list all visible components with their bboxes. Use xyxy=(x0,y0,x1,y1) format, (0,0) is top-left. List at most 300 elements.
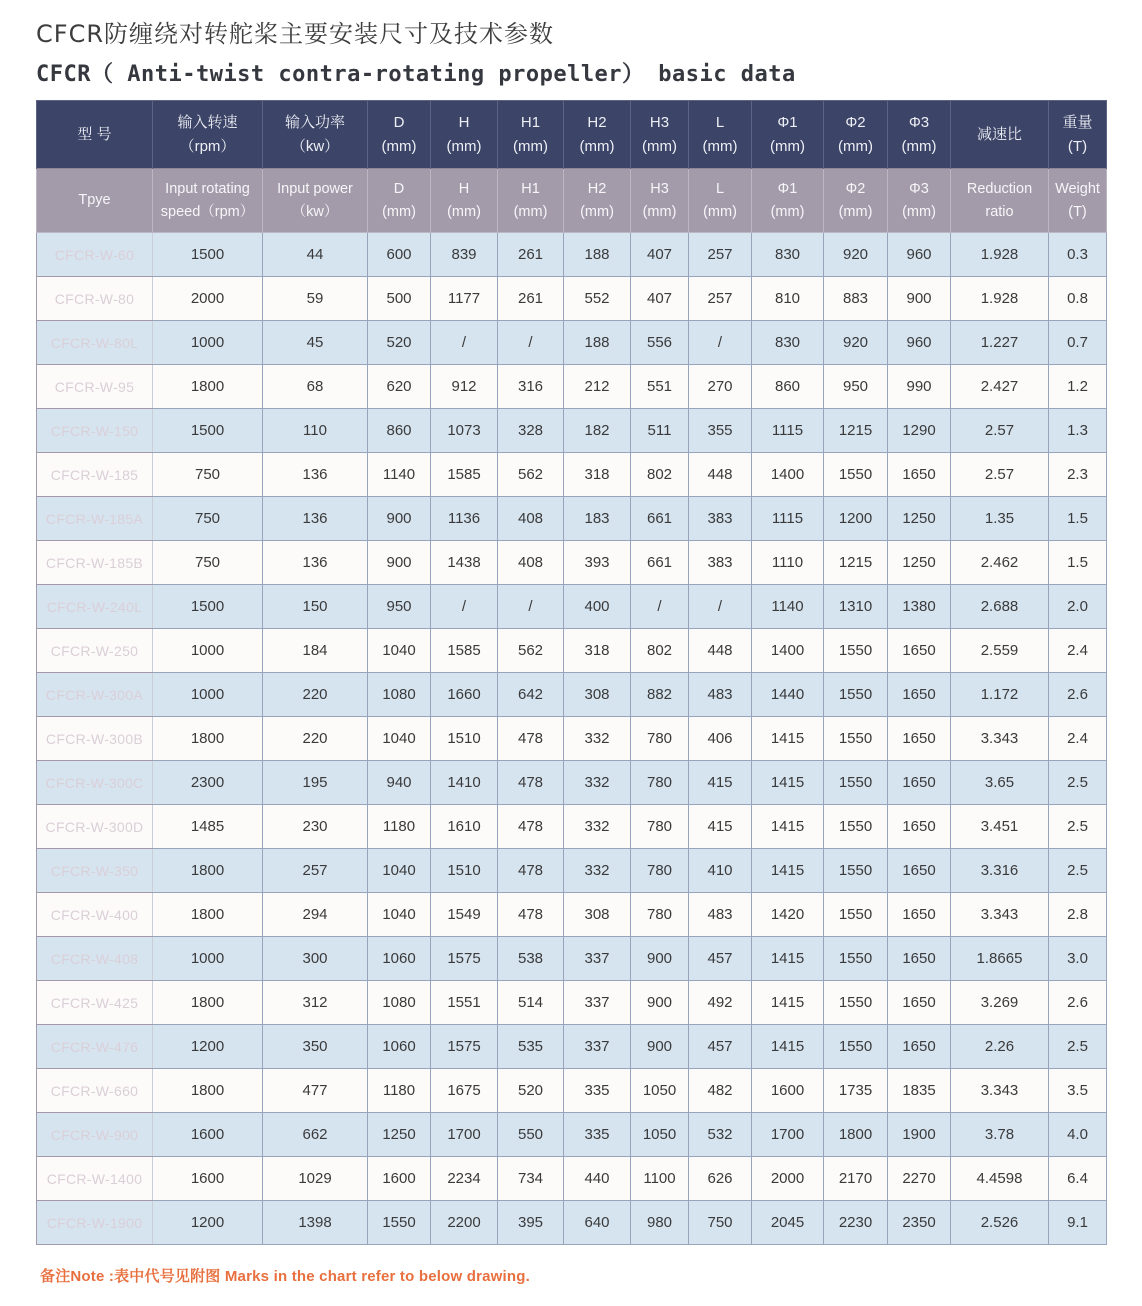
table-row-cfcr-w-80 xyxy=(37,277,1107,321)
data-cell-H3: 900 xyxy=(631,1025,689,1069)
data-cell-L: 750 xyxy=(689,1201,752,1245)
header-line: (mm) xyxy=(902,203,936,220)
data-cell-input_speed: 1500 xyxy=(153,233,263,277)
table-row-cfcr-w-300d xyxy=(37,805,1107,849)
data-cell-H: 1551 xyxy=(431,981,498,1025)
table-row-cfcr-w-660 xyxy=(37,1069,1107,1113)
data-cell-D: 1600 xyxy=(368,1157,431,1201)
data-cell-ratio: 1.8665 xyxy=(951,937,1049,981)
header-line: Φ2 xyxy=(845,114,866,132)
data-cell-input_power: 44 xyxy=(263,233,368,277)
col-header-zh-L xyxy=(689,101,752,169)
data-cell-input_speed: 750 xyxy=(153,453,263,497)
data-cell-phi3: 1835 xyxy=(888,1069,951,1113)
data-cell-H3: 407 xyxy=(631,277,689,321)
header-line: (mm) xyxy=(446,137,482,155)
col-header-zh-phi1 xyxy=(752,101,824,169)
data-cell-phi3: 1250 xyxy=(888,541,951,585)
data-cell-H2: 335 xyxy=(564,1069,631,1113)
data-cell-phi3: 900 xyxy=(888,277,951,321)
data-cell-H1: / xyxy=(498,321,564,365)
col-header-zh-input_power xyxy=(263,101,368,169)
data-cell-phi1: 1400 xyxy=(752,453,824,497)
header-line: H xyxy=(458,114,470,132)
data-cell-input_power: 59 xyxy=(263,277,368,321)
table-row-cfcr-w-95 xyxy=(37,365,1107,409)
model-type-cell: CFCR-W-185A xyxy=(37,497,153,541)
data-cell-H2: 400 xyxy=(564,585,631,629)
data-cell-D: 1180 xyxy=(368,1069,431,1113)
data-cell-H: 1410 xyxy=(431,761,498,805)
data-cell-ratio: 4.4598 xyxy=(951,1157,1049,1201)
header-line: (mm) xyxy=(770,203,805,220)
data-cell-H: 1575 xyxy=(431,1025,498,1069)
header-line: 输入功率 xyxy=(284,114,345,132)
data-cell-H2: 188 xyxy=(564,321,631,365)
data-cell-phi1: 1110 xyxy=(752,541,824,585)
header-line: L xyxy=(715,114,725,132)
data-cell-input_speed: 1800 xyxy=(153,365,263,409)
data-cell-H2: 332 xyxy=(564,761,631,805)
col-header-en-H xyxy=(431,169,498,233)
data-cell-phi1: 1415 xyxy=(752,805,824,849)
footnote: 备注Note :表中代号见附图 Marks in the chart refer to below drawing. xyxy=(40,1268,530,1285)
data-cell-H: / xyxy=(431,585,498,629)
data-cell-H2: 318 xyxy=(564,453,631,497)
data-cell-phi1: 1115 xyxy=(752,497,824,541)
col-header-en-H1 xyxy=(498,169,564,233)
col-header-zh-H1 xyxy=(498,101,564,169)
data-cell-phi1: 1415 xyxy=(752,1025,824,1069)
data-cell-weight: 2.6 xyxy=(1049,673,1107,717)
data-cell-H2: 337 xyxy=(564,937,631,981)
data-cell-ratio: 2.57 xyxy=(951,409,1049,453)
data-cell-input_speed: 750 xyxy=(153,497,263,541)
data-cell-D: 1060 xyxy=(368,1025,431,1069)
data-cell-weight: 1.5 xyxy=(1049,541,1107,585)
data-cell-weight: 6.4 xyxy=(1049,1157,1107,1201)
data-cell-H1: 734 xyxy=(498,1157,564,1201)
model-type-cell: CFCR-W-185 xyxy=(37,453,153,497)
data-cell-phi1: 1415 xyxy=(752,717,824,761)
header-row-english xyxy=(37,169,1107,233)
col-header-zh-phi2 xyxy=(824,101,888,169)
data-cell-L: 532 xyxy=(689,1113,752,1157)
data-cell-phi1: 1415 xyxy=(752,981,824,1025)
header-line: Weight xyxy=(1055,181,1100,198)
data-cell-phi3: 1650 xyxy=(888,673,951,717)
header-line: (mm) xyxy=(513,203,548,220)
header-line: 减速比 xyxy=(976,125,1022,143)
header-line: Φ1 xyxy=(777,181,798,198)
data-cell-L: 257 xyxy=(689,277,752,321)
model-type-cell: CFCR-W-80 xyxy=(37,277,153,321)
data-cell-input_power: 110 xyxy=(263,409,368,453)
data-cell-H2: 182 xyxy=(564,409,631,453)
model-type-cell: CFCR-W-400 xyxy=(37,893,153,937)
data-cell-input_speed: 1000 xyxy=(153,321,263,365)
col-header-zh-H2 xyxy=(564,101,631,169)
data-cell-weight: 2.3 xyxy=(1049,453,1107,497)
data-cell-L: 383 xyxy=(689,541,752,585)
data-cell-H1: 514 xyxy=(498,981,564,1025)
data-cell-ratio: 2.427 xyxy=(951,365,1049,409)
data-cell-H1: 478 xyxy=(498,849,564,893)
data-cell-ratio: 3.343 xyxy=(951,717,1049,761)
data-cell-H1: 535 xyxy=(498,1025,564,1069)
data-cell-phi3: 1650 xyxy=(888,805,951,849)
data-cell-phi3: 1380 xyxy=(888,585,951,629)
data-cell-phi1: 1700 xyxy=(752,1113,824,1157)
model-type-cell: CFCR-W-408 xyxy=(37,937,153,981)
col-header-en-H2 xyxy=(564,169,631,233)
table-row-cfcr-w-240l xyxy=(37,585,1107,629)
data-cell-L: 383 xyxy=(689,497,752,541)
data-cell-H3: 780 xyxy=(631,805,689,849)
data-cell-H3: 551 xyxy=(631,365,689,409)
data-cell-D: 1040 xyxy=(368,893,431,937)
data-cell-H3: 511 xyxy=(631,409,689,453)
data-cell-H1: 478 xyxy=(498,717,564,761)
data-cell-input_speed: 1600 xyxy=(153,1113,263,1157)
data-cell-input_speed: 1485 xyxy=(153,805,263,849)
data-cell-D: 600 xyxy=(368,233,431,277)
header-line: (mm) xyxy=(642,203,677,220)
data-cell-H1: 408 xyxy=(498,541,564,585)
data-cell-D: 940 xyxy=(368,761,431,805)
data-cell-H: 2200 xyxy=(431,1201,498,1245)
data-cell-H: 1136 xyxy=(431,497,498,541)
data-cell-ratio: 3.343 xyxy=(951,1069,1049,1113)
data-cell-input_power: 220 xyxy=(263,673,368,717)
model-type-cell: CFCR-W-60 xyxy=(37,233,153,277)
data-cell-weight: 3.0 xyxy=(1049,937,1107,981)
data-cell-H: 1585 xyxy=(431,453,498,497)
data-cell-phi2: 1215 xyxy=(824,409,888,453)
data-cell-H2: 440 xyxy=(564,1157,631,1201)
data-cell-phi1: 1140 xyxy=(752,585,824,629)
data-cell-H1: 261 xyxy=(498,277,564,321)
header-line: Tpye xyxy=(78,192,111,209)
data-cell-input_power: 136 xyxy=(263,497,368,541)
data-cell-phi3: 2350 xyxy=(888,1201,951,1245)
data-cell-H: 1675 xyxy=(431,1069,498,1113)
data-cell-D: 950 xyxy=(368,585,431,629)
data-cell-H: 1073 xyxy=(431,409,498,453)
header-line: H3 xyxy=(649,114,670,132)
data-cell-H2: 337 xyxy=(564,1025,631,1069)
data-cell-weight: 0.8 xyxy=(1049,277,1107,321)
data-cell-phi1: 2045 xyxy=(752,1201,824,1245)
data-cell-D: 520 xyxy=(368,321,431,365)
data-cell-input_speed: 1800 xyxy=(153,849,263,893)
header-line: Φ3 xyxy=(908,114,930,132)
data-cell-H3: 556 xyxy=(631,321,689,365)
model-type-cell: CFCR-W-900 xyxy=(37,1113,153,1157)
data-cell-H1: 550 xyxy=(498,1113,564,1157)
col-header-en-phi3 xyxy=(888,169,951,233)
data-cell-D: 900 xyxy=(368,497,431,541)
data-cell-phi2: 1310 xyxy=(824,585,888,629)
data-cell-H2: 183 xyxy=(564,497,631,541)
model-type-cell: CFCR-W-1900 xyxy=(37,1201,153,1245)
data-cell-weight: 1.5 xyxy=(1049,497,1107,541)
data-cell-H2: 335 xyxy=(564,1113,631,1157)
data-cell-D: 1040 xyxy=(368,629,431,673)
data-cell-phi3: 1900 xyxy=(888,1113,951,1157)
data-cell-H3: 1050 xyxy=(631,1069,689,1113)
data-cell-L: 415 xyxy=(689,805,752,849)
data-cell-H2: 308 xyxy=(564,893,631,937)
data-cell-phi3: 1650 xyxy=(888,1025,951,1069)
data-cell-ratio: 2.57 xyxy=(951,453,1049,497)
data-cell-input_speed: 1200 xyxy=(153,1201,263,1245)
col-header-en-phi1 xyxy=(752,169,824,233)
data-cell-H: 1575 xyxy=(431,937,498,981)
col-header-en-input_power xyxy=(263,169,368,233)
data-cell-D: 860 xyxy=(368,409,431,453)
data-cell-input_speed: 1800 xyxy=(153,717,263,761)
header-line: (T) xyxy=(1067,137,1088,155)
data-cell-H3: 980 xyxy=(631,1201,689,1245)
data-cell-phi3: 1650 xyxy=(888,717,951,761)
col-header-en-L xyxy=(689,169,752,233)
data-cell-L: 448 xyxy=(689,629,752,673)
header-line: Φ3 xyxy=(909,181,929,198)
model-type-cell: CFCR-W-1400 xyxy=(37,1157,153,1201)
table-row-cfcr-w-185b xyxy=(37,541,1107,585)
data-cell-phi2: 1550 xyxy=(824,805,888,849)
data-cell-ratio: 3.343 xyxy=(951,893,1049,937)
data-cell-H1: 408 xyxy=(498,497,564,541)
table-row-cfcr-w-350 xyxy=(37,849,1107,893)
data-cell-input_speed: 1000 xyxy=(153,629,263,673)
data-cell-input_power: 1029 xyxy=(263,1157,368,1201)
table-row-cfcr-w-80l xyxy=(37,321,1107,365)
data-cell-H2: 332 xyxy=(564,849,631,893)
data-cell-phi3: 1650 xyxy=(888,893,951,937)
header-line: Φ2 xyxy=(845,181,866,198)
data-cell-input_power: 312 xyxy=(263,981,368,1025)
data-cell-input_power: 220 xyxy=(263,717,368,761)
col-header-en-phi2 xyxy=(824,169,888,233)
header-line: （rpm） xyxy=(179,137,236,155)
data-cell-weight: 9.1 xyxy=(1049,1201,1107,1245)
header-line: ratio xyxy=(985,203,1014,220)
data-cell-H1: 328 xyxy=(498,409,564,453)
data-cell-H3: 661 xyxy=(631,541,689,585)
header-line: (mm) xyxy=(838,137,873,155)
data-cell-input_power: 184 xyxy=(263,629,368,673)
data-cell-input_speed: 1000 xyxy=(153,937,263,981)
data-cell-phi2: 2170 xyxy=(824,1157,888,1201)
data-cell-input_speed: 1500 xyxy=(153,409,263,453)
data-cell-D: 1080 xyxy=(368,981,431,1025)
data-cell-phi2: 1550 xyxy=(824,673,888,717)
data-cell-ratio: 3.451 xyxy=(951,805,1049,849)
header-line: H3 xyxy=(650,181,669,198)
data-cell-D: 1550 xyxy=(368,1201,431,1245)
data-cell-phi1: 830 xyxy=(752,233,824,277)
data-cell-H: 1549 xyxy=(431,893,498,937)
header-line: H1 xyxy=(521,181,540,198)
table-row-cfcr-w-185 xyxy=(37,453,1107,497)
header-line: 输入转速 xyxy=(177,114,238,132)
data-cell-input_power: 68 xyxy=(263,365,368,409)
data-cell-H: 839 xyxy=(431,233,498,277)
data-cell-H2: 318 xyxy=(564,629,631,673)
model-type-cell: CFCR-W-350 xyxy=(37,849,153,893)
data-cell-phi3: 1650 xyxy=(888,761,951,805)
data-cell-H2: 552 xyxy=(564,277,631,321)
data-cell-input_power: 1398 xyxy=(263,1201,368,1245)
data-cell-phi1: 1415 xyxy=(752,849,824,893)
data-cell-phi1: 860 xyxy=(752,365,824,409)
data-cell-input_power: 150 xyxy=(263,585,368,629)
header-line: (mm) xyxy=(770,137,805,155)
header-line: （kw） xyxy=(291,203,339,220)
data-cell-H3: 661 xyxy=(631,497,689,541)
data-cell-input_power: 300 xyxy=(263,937,368,981)
data-cell-H2: 640 xyxy=(564,1201,631,1245)
data-cell-D: 1250 xyxy=(368,1113,431,1157)
data-cell-input_power: 136 xyxy=(263,453,368,497)
col-header-en-weight xyxy=(1049,169,1107,233)
header-line: (mm) xyxy=(580,203,614,220)
page-title-chinese: CFCR防缠绕对转舵桨主要安装尺寸及技术参数 xyxy=(36,20,554,48)
col-header-zh-input_speed xyxy=(153,101,263,169)
data-cell-H1: 316 xyxy=(498,365,564,409)
header-line: 重量 xyxy=(1062,114,1093,132)
table-row-cfcr-w-408 xyxy=(37,937,1107,981)
data-cell-input_speed: 1800 xyxy=(153,893,263,937)
header-line: H xyxy=(458,181,470,198)
data-cell-H1: 562 xyxy=(498,453,564,497)
data-cell-phi2: 1550 xyxy=(824,453,888,497)
data-cell-weight: 2.5 xyxy=(1049,805,1107,849)
data-cell-H1: 478 xyxy=(498,805,564,849)
table-row-cfcr-w-185a xyxy=(37,497,1107,541)
data-cell-weight: 0.3 xyxy=(1049,233,1107,277)
header-row-chinese xyxy=(37,101,1107,169)
data-cell-H2: 212 xyxy=(564,365,631,409)
data-cell-L: / xyxy=(689,585,752,629)
data-cell-ratio: 3.78 xyxy=(951,1113,1049,1157)
data-cell-ratio: 2.526 xyxy=(951,1201,1049,1245)
data-cell-L: 257 xyxy=(689,233,752,277)
data-cell-phi3: 960 xyxy=(888,233,951,277)
data-cell-ratio: 1.172 xyxy=(951,673,1049,717)
data-cell-H1: 520 xyxy=(498,1069,564,1113)
data-cell-H: 1585 xyxy=(431,629,498,673)
table-row-cfcr-w-476 xyxy=(37,1025,1107,1069)
data-cell-phi2: 883 xyxy=(824,277,888,321)
data-cell-L: 355 xyxy=(689,409,752,453)
data-cell-input_power: 230 xyxy=(263,805,368,849)
data-cell-phi2: 1215 xyxy=(824,541,888,585)
data-cell-phi2: 1550 xyxy=(824,937,888,981)
data-cell-input_speed: 1500 xyxy=(153,585,263,629)
data-cell-ratio: 1.928 xyxy=(951,277,1049,321)
data-cell-H1: 478 xyxy=(498,761,564,805)
model-type-cell: CFCR-W-300C xyxy=(37,761,153,805)
header-line: H2 xyxy=(587,114,607,132)
header-line: (mm) xyxy=(901,137,937,155)
data-cell-input_speed: 1200 xyxy=(153,1025,263,1069)
header-line: Reduction xyxy=(966,181,1033,198)
data-cell-H1: 538 xyxy=(498,937,564,981)
data-cell-H1: 395 xyxy=(498,1201,564,1245)
header-line: H1 xyxy=(520,114,541,132)
data-cell-weight: 2.5 xyxy=(1049,761,1107,805)
data-cell-H: 1438 xyxy=(431,541,498,585)
data-cell-H3: 780 xyxy=(631,849,689,893)
header-line: (mm) xyxy=(642,137,677,155)
data-cell-ratio: 1.928 xyxy=(951,233,1049,277)
data-cell-ratio: 3.316 xyxy=(951,849,1049,893)
data-cell-input_speed: 750 xyxy=(153,541,263,585)
data-cell-H2: 308 xyxy=(564,673,631,717)
model-type-cell: CFCR-W-476 xyxy=(37,1025,153,1069)
data-cell-D: 1040 xyxy=(368,849,431,893)
data-cell-phi1: 1415 xyxy=(752,937,824,981)
data-cell-H3: 1100 xyxy=(631,1157,689,1201)
header-line: 型 号 xyxy=(77,125,112,143)
header-line: (mm) xyxy=(447,203,481,220)
data-cell-phi3: 1650 xyxy=(888,849,951,893)
data-cell-H3: 802 xyxy=(631,629,689,673)
col-header-zh-D xyxy=(368,101,431,169)
header-line: Φ1 xyxy=(777,114,798,132)
data-cell-input_power: 350 xyxy=(263,1025,368,1069)
model-type-cell: CFCR-W-300B xyxy=(37,717,153,761)
data-cell-H: / xyxy=(431,321,498,365)
data-cell-H2: 337 xyxy=(564,981,631,1025)
data-cell-L: 483 xyxy=(689,893,752,937)
data-cell-phi2: 2230 xyxy=(824,1201,888,1245)
header-line: (mm) xyxy=(381,137,417,155)
data-cell-weight: 3.5 xyxy=(1049,1069,1107,1113)
data-cell-H: 1510 xyxy=(431,849,498,893)
table-row-cfcr-w-425 xyxy=(37,981,1107,1025)
data-cell-phi2: 1550 xyxy=(824,1025,888,1069)
col-header-en-type xyxy=(37,169,153,233)
col-header-en-H3 xyxy=(631,169,689,233)
data-cell-ratio: 2.688 xyxy=(951,585,1049,629)
data-cell-weight: 2.5 xyxy=(1049,849,1107,893)
data-cell-D: 900 xyxy=(368,541,431,585)
data-cell-H1: 642 xyxy=(498,673,564,717)
data-cell-phi3: 1650 xyxy=(888,981,951,1025)
data-cell-weight: 1.2 xyxy=(1049,365,1107,409)
header-line: (mm) xyxy=(579,137,615,155)
data-cell-H3: 900 xyxy=(631,981,689,1025)
data-cell-ratio: 2.559 xyxy=(951,629,1049,673)
model-type-cell: CFCR-W-300D xyxy=(37,805,153,849)
data-cell-phi3: 960 xyxy=(888,321,951,365)
data-cell-L: 415 xyxy=(689,761,752,805)
data-cell-L: 457 xyxy=(689,937,752,981)
data-cell-phi1: 810 xyxy=(752,277,824,321)
data-cell-input_speed: 1800 xyxy=(153,981,263,1025)
data-cell-weight: 2.5 xyxy=(1049,1025,1107,1069)
data-cell-ratio: 1.35 xyxy=(951,497,1049,541)
data-cell-input_power: 45 xyxy=(263,321,368,365)
data-cell-L: 270 xyxy=(689,365,752,409)
data-cell-phi2: 1550 xyxy=(824,893,888,937)
data-cell-H3: 1050 xyxy=(631,1113,689,1157)
data-cell-input_power: 662 xyxy=(263,1113,368,1157)
